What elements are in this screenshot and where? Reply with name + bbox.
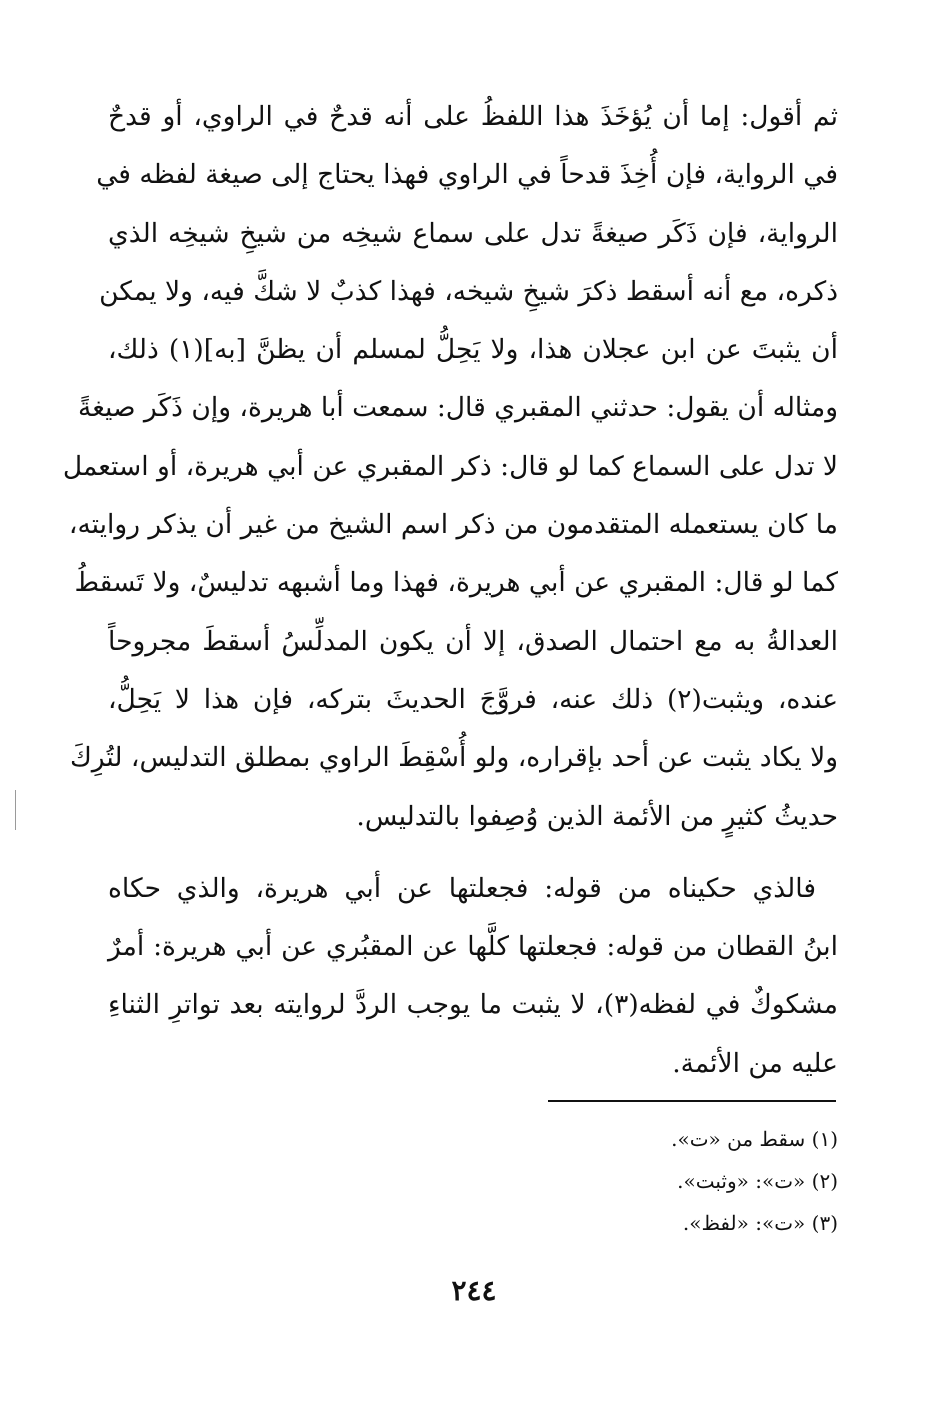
text-line: مشكوكٌ في لفظه(٣)، لا يثبت ما يوجب الردَّ لروايته بعد تواترِ الثناءِ [108, 989, 839, 1021]
footnote-2: (٢) «ت»: «وثبت». [677, 1169, 838, 1193]
text-line: ومثاله أن يقول: حدثني المقبري قال: سمعت أبا هريرة، وإن ذَكَر صيغةً [78, 392, 838, 424]
text-line: أن يثبتَ عن ابن عجلان هذا، ولا يَحِلُّ لمسلم أن يظنَّ [به](١) ذلك، [108, 334, 838, 366]
text-line: حديثُ كثيرٍ من الأئمة الذين وُصِفوا بالتدليس. [356, 800, 838, 832]
footnotes [440, 1118, 838, 1244]
text-line: عنده، ويثبت(٢) ذلك عنه، فروَّجَ الحديثَ بتركه، فإن هذا لا يَحِلُّ، [108, 683, 839, 715]
footnote-separator [548, 1100, 836, 1102]
text-line: ولا يكاد يثبت عن أحد بإقراره، ولو أُسْقِطَ الراوي بمطلق التدليس، لتُرِكَ [69, 742, 838, 774]
text-line: فالذي حكيناه من قوله: فجعلتها عن أبي هريرة، والذي حكاه [108, 872, 816, 904]
paragraph-gap [108, 846, 838, 860]
text-line: عليه من الأئمة. [672, 1047, 838, 1079]
main-text [62, 88, 839, 1093]
text-line: الرواية، فإن ذَكَر صيغةً تدل على سماع شيخِه من شيخِ شيخِه الذي [108, 217, 838, 249]
text-line: العدالةُ به مع احتمال الصدق، إلا أن يكون المدلِّسُ أسقطَ مجروحاً [108, 625, 838, 657]
text-line: ما كان يستعمله المتقدمون من ذكر اسم الشيخ من غير أن يذكر روايته، [68, 509, 838, 541]
page-number: ٢٤٤ [451, 1274, 497, 1307]
footnote-1: (١) سقط من «ت». [671, 1127, 838, 1151]
text-line: كما لو قال: المقبري عن أبي هريرة، فهذا وما أشبهه تدليسٌ، ولا تَسقطُ [74, 567, 838, 599]
footnote-3: (٣) «ت»: «لفظ». [682, 1211, 838, 1235]
text-line: لا تدل على السماع كما لو قال: ذكر المقبري عن أبي هريرة، أو استعمل [62, 450, 838, 482]
text-line: ابنُ القطان من قوله: فجعلتها كلَّها عن المقبُري عن أبي هريرة: أمرٌ [108, 931, 838, 963]
text-line: ذكره، مع أنه أسقط ذكرَ شيخِ شيخه، فهذا كذبٌ لا شكَّ فيه، ولا يمكن [99, 275, 838, 307]
text-line: ثم أقول: إما أن يُؤخَذَ هذا اللفظُ على أنه قدحٌ في الراوي، أو قدحٌ [108, 101, 838, 132]
page-edge-mark [15, 790, 16, 830]
text-line: في الرواية، فإن أُخِذَ قدحاً في الراوي فهذا يحتاج إلى صيغة لفظه في [96, 159, 838, 191]
